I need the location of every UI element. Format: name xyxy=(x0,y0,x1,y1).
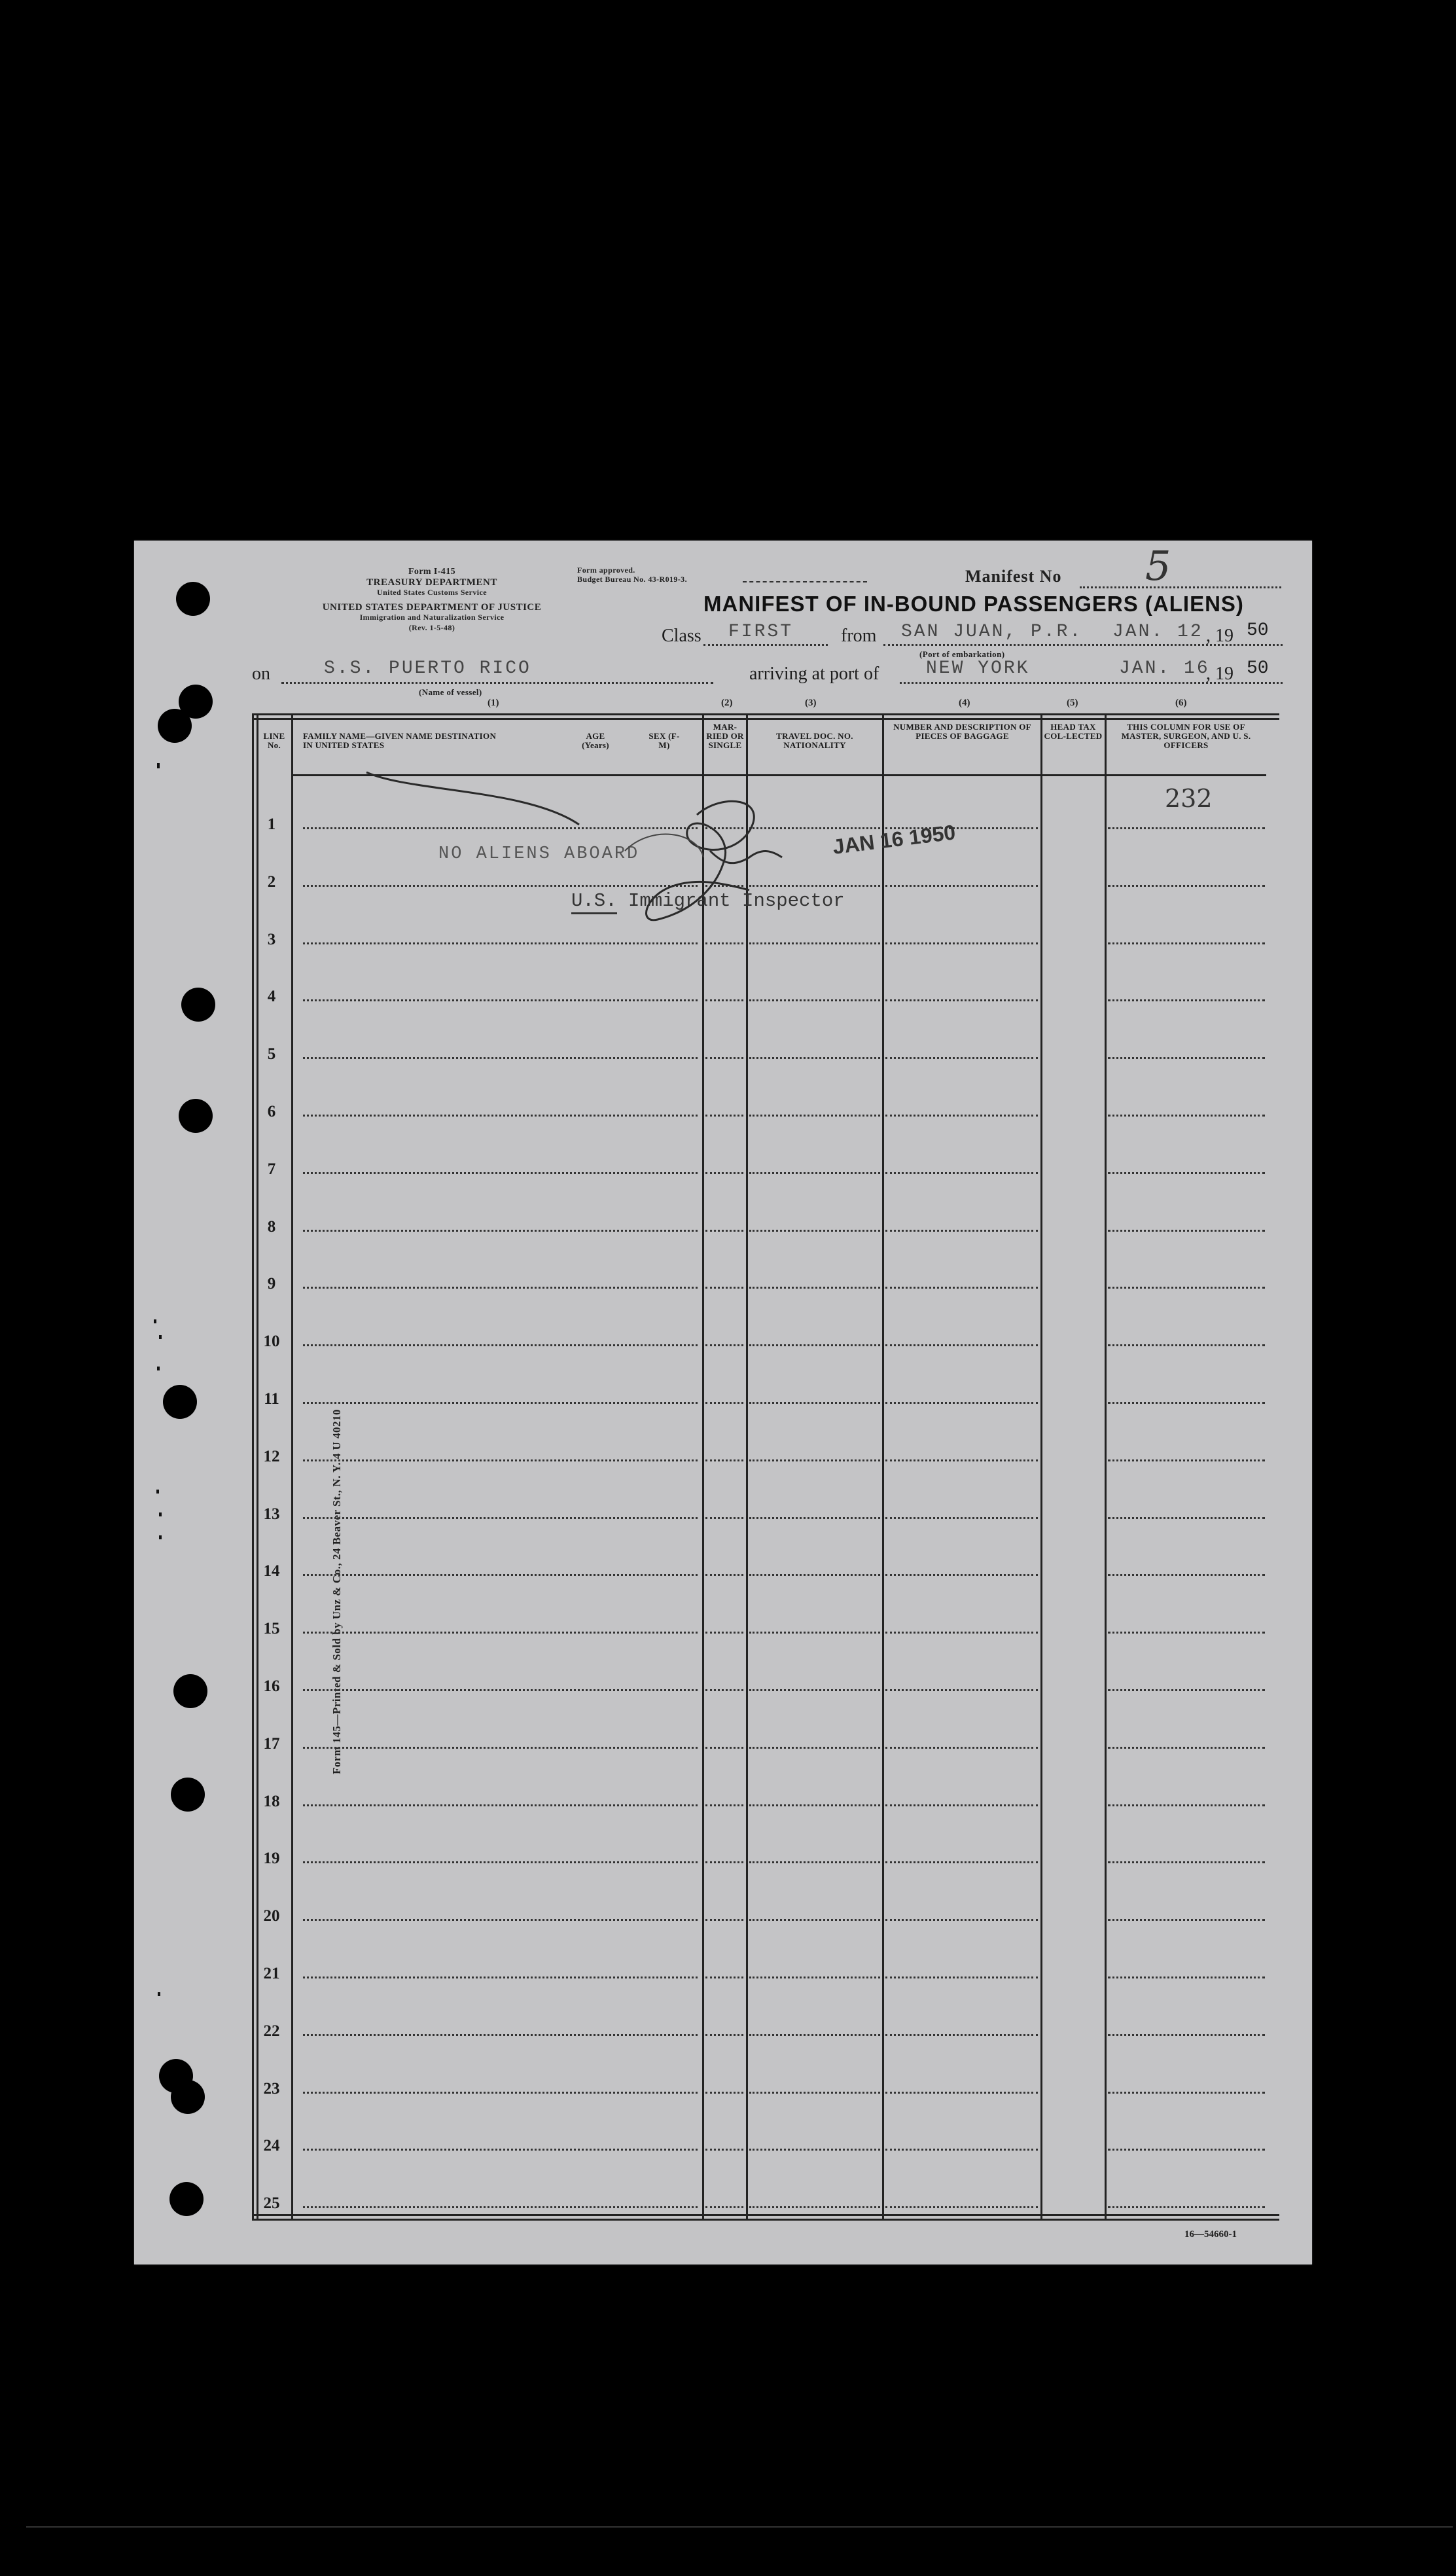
table-row xyxy=(252,1925,1279,1982)
entry-dots xyxy=(1108,1344,1265,1346)
entry-dots xyxy=(705,1517,743,1519)
entry-dots xyxy=(1108,999,1265,1001)
table-row xyxy=(252,2155,1279,2212)
from-label: from xyxy=(841,626,877,646)
entry-dots xyxy=(749,1919,880,1921)
entry-dots xyxy=(705,1689,743,1691)
line-number: 24 xyxy=(263,2137,280,2155)
table-bottom-rule xyxy=(252,2219,1279,2221)
table-row xyxy=(252,1408,1279,1465)
entry-dots xyxy=(749,1517,880,1519)
line-number: 10 xyxy=(263,1333,280,1351)
binder-hole xyxy=(181,988,215,1022)
edge-speck xyxy=(156,1490,159,1494)
table-row xyxy=(252,1351,1279,1408)
edge-speck xyxy=(158,1992,160,1996)
entry-dots xyxy=(749,2206,880,2208)
line-number: 3 xyxy=(267,930,276,948)
entry-dots xyxy=(303,1919,698,1921)
entry-dots xyxy=(1108,885,1265,887)
line-number: 9 xyxy=(267,1275,276,1293)
table-row xyxy=(252,1064,1279,1120)
table-row xyxy=(252,2041,1279,2098)
edge-speck xyxy=(154,1319,156,1323)
vessel-name: S.S. PUERTO RICO xyxy=(324,658,531,679)
table-row xyxy=(252,1006,1279,1063)
entry-dots xyxy=(885,1919,1038,1921)
line-number: 4 xyxy=(267,988,276,1006)
column-number: (4) xyxy=(959,698,970,708)
form-revision: (Rev. 1-5-48) xyxy=(408,623,455,632)
naturalization-service: Immigration and Naturalization Service xyxy=(359,613,505,622)
entry-dots xyxy=(749,1172,880,1174)
table-row xyxy=(252,1466,1279,1523)
entry-dots xyxy=(749,2149,880,2151)
entry-dots xyxy=(705,1402,743,1404)
entry-dots xyxy=(303,1287,698,1289)
binder-hole xyxy=(171,1778,205,1812)
line-number: 1 xyxy=(267,815,276,833)
entry-dots xyxy=(1108,1230,1265,1232)
entry-dots xyxy=(303,1172,698,1174)
class-label: Class xyxy=(662,626,701,646)
header-line-no: LINE No. xyxy=(263,731,285,750)
class-dots xyxy=(703,644,828,646)
binder-hole xyxy=(173,1674,207,1708)
line-number: 23 xyxy=(263,2079,280,2098)
table-row xyxy=(252,1293,1279,1350)
entry-dots xyxy=(303,1344,698,1346)
entry-dots xyxy=(1108,2092,1265,2094)
table-row xyxy=(252,1179,1279,1236)
edge-speck xyxy=(157,1367,160,1370)
entry-dots xyxy=(303,999,698,1001)
entry-dots xyxy=(705,2206,743,2208)
entry-dots xyxy=(303,1517,698,1519)
entry-dots xyxy=(885,1517,1038,1519)
depart-date: JAN. 12 xyxy=(1112,622,1203,642)
entry-dots xyxy=(705,1344,743,1346)
approval-dots xyxy=(743,581,867,582)
line-number: 17 xyxy=(263,1734,280,1753)
on-label: on xyxy=(252,664,270,684)
entry-dots xyxy=(705,2092,743,2094)
entry-dots xyxy=(749,1344,880,1346)
binder-hole xyxy=(171,2080,205,2114)
entry-dots xyxy=(705,1057,743,1059)
line-number: 16 xyxy=(263,1677,280,1695)
entry-dots xyxy=(705,1919,743,1921)
entry-dots xyxy=(885,2149,1038,2151)
arriving-label: arriving at port of xyxy=(749,664,879,684)
entry-dots xyxy=(885,1057,1038,1059)
entry-dots xyxy=(749,999,880,1001)
header-travel-doc: TRAVEL DOC. NO. NATIONALITY xyxy=(776,731,853,750)
vessel-dots xyxy=(281,682,713,684)
manifest-number: 5 xyxy=(1145,542,1171,590)
printer-imprint: Form 145—Printed & Sold by Unz & Co., 24 Beaver St., N. Y. 4 U 40210 xyxy=(330,1409,343,1774)
entry-dots xyxy=(885,942,1038,944)
edge-speck xyxy=(159,1535,162,1539)
line-number: 18 xyxy=(263,1792,280,1810)
treasury-department: TREASURY DEPARTMENT xyxy=(366,577,497,588)
column-number: (6) xyxy=(1175,698,1187,708)
entry-dots xyxy=(705,1172,743,1174)
column-number: (3) xyxy=(805,698,817,708)
header-head-tax: HEAD TAX COL-LECTED xyxy=(1044,722,1103,741)
line-number: 6 xyxy=(267,1103,276,1120)
entry-dots xyxy=(1108,1402,1265,1404)
entry-dots xyxy=(303,1574,698,1576)
table-row xyxy=(252,1121,1279,1178)
entry-dots xyxy=(885,2206,1038,2208)
entry-dots xyxy=(885,1632,1038,1634)
justice-department: UNITED STATES DEPARTMENT OF JUSTICE xyxy=(322,602,542,613)
entry-dots xyxy=(1108,1574,1265,1576)
arrival-port: NEW YORK xyxy=(926,658,1030,679)
line-number: 7 xyxy=(267,1160,276,1178)
table-row xyxy=(252,1696,1279,1753)
entry-dots xyxy=(1108,1115,1265,1117)
header-baggage: NUMBER AND DESCRIPTION OF PIECES OF BAGGAGE xyxy=(893,722,1031,741)
entry-dots xyxy=(1108,827,1265,829)
entry-dots xyxy=(885,1804,1038,1806)
line-number: 19 xyxy=(263,1850,280,1868)
entry-dots xyxy=(1108,1977,1265,1978)
entry-dots xyxy=(303,1747,698,1749)
table-row xyxy=(252,1868,1279,1925)
depart-year: 50 xyxy=(1247,620,1269,641)
entry-dots xyxy=(705,1287,743,1289)
entry-dots xyxy=(705,1459,743,1461)
entry-dots xyxy=(1108,1517,1265,1519)
entry-dots xyxy=(885,1172,1038,1174)
line-number: 5 xyxy=(267,1045,276,1064)
manifest-no-dots xyxy=(1080,586,1281,588)
entry-dots xyxy=(885,1574,1038,1576)
entry-dots xyxy=(1108,1459,1265,1461)
entry-dots xyxy=(749,1747,880,1749)
entry-dots xyxy=(885,885,1038,887)
binder-hole xyxy=(163,1385,197,1419)
line-number: 20 xyxy=(263,1907,280,1925)
entry-dots xyxy=(885,1115,1038,1117)
table-top-rule xyxy=(252,713,1279,715)
table-row xyxy=(252,1581,1279,1637)
entry-dots xyxy=(1108,1057,1265,1059)
entry-dots xyxy=(1108,942,1265,944)
line-number: 14 xyxy=(263,1562,280,1581)
entry-dots xyxy=(749,1632,880,1634)
edge-speck xyxy=(157,763,160,768)
entry-dots xyxy=(303,2206,698,2208)
entry-dots xyxy=(705,2034,743,2036)
class-value: FIRST xyxy=(728,622,794,642)
entry-dots xyxy=(303,1977,698,1978)
arrival-year-prefix: , 19 xyxy=(1206,664,1234,684)
entry-dots xyxy=(749,1287,880,1289)
depart-year-prefix: , 19 xyxy=(1206,626,1234,646)
entry-dots xyxy=(1108,1632,1265,1634)
entry-dots xyxy=(749,2092,880,2094)
entry-dots xyxy=(705,1977,743,1978)
entry-dots xyxy=(885,1459,1038,1461)
entry-dots xyxy=(885,1747,1038,1749)
entry-dots xyxy=(1108,1287,1265,1289)
arrival-year: 50 xyxy=(1247,658,1269,679)
entry-dots xyxy=(885,999,1038,1001)
entry-dots xyxy=(1108,1804,1265,1806)
entry-dots xyxy=(749,2034,880,2036)
edge-speck xyxy=(159,1512,162,1516)
entry-dots xyxy=(749,1689,880,1691)
line-number: 25 xyxy=(263,2194,280,2213)
column-number: (5) xyxy=(1067,698,1078,708)
column-number: (2) xyxy=(721,698,733,708)
entry-dots xyxy=(303,1057,698,1059)
entry-dots xyxy=(749,1057,880,1059)
binder-hole xyxy=(176,582,210,616)
entry-dots xyxy=(885,1402,1038,1404)
line-number: 13 xyxy=(263,1505,280,1523)
line-number: 2 xyxy=(267,872,276,891)
passenger-table xyxy=(252,713,1279,2219)
manifest-sheet xyxy=(134,541,1312,2264)
from-value: SAN JUAN, P.R. xyxy=(901,622,1083,642)
entry-dots xyxy=(303,2092,698,2094)
entry-dots xyxy=(303,1689,698,1691)
entry-dots xyxy=(303,2034,698,2036)
line-number: 8 xyxy=(267,1217,276,1236)
entry-dots xyxy=(705,2149,743,2151)
binder-hole xyxy=(179,1099,213,1133)
entry-dots xyxy=(1108,1747,1265,1749)
entry-dots xyxy=(303,1632,698,1634)
entry-dots xyxy=(303,1804,698,1806)
line-number: 11 xyxy=(264,1390,279,1408)
entry-dots xyxy=(705,1115,743,1117)
no-aliens-note: NO ALIENS ABOARD xyxy=(438,844,640,864)
scan-edge-line xyxy=(26,2526,1453,2528)
form-approved: Form approved. xyxy=(577,565,635,575)
line-number: 12 xyxy=(263,1447,280,1465)
signature-scribble xyxy=(330,753,828,962)
header-name: FAMILY NAME—GIVEN NAME DESTINATION IN UNITED STATES xyxy=(303,731,497,750)
entry-dots xyxy=(705,1632,743,1634)
entry-dots xyxy=(885,1977,1038,1978)
entry-dots xyxy=(1108,2206,1265,2208)
line-number: 15 xyxy=(263,1620,280,1638)
header-age: AGE (Years) xyxy=(582,731,609,750)
entry-dots xyxy=(1108,1919,1265,1921)
arrival-date: JAN. 16 xyxy=(1119,658,1210,679)
line-number: 22 xyxy=(263,2022,280,2040)
entry-dots xyxy=(885,1861,1038,1863)
entry-dots xyxy=(1108,1861,1265,1863)
entry-dots xyxy=(885,2034,1038,2036)
entry-dots xyxy=(749,1804,880,1806)
entry-dots xyxy=(749,1459,880,1461)
entry-dots xyxy=(1108,2034,1265,2036)
entry-dots xyxy=(303,1115,698,1117)
edge-speck xyxy=(159,1335,162,1339)
entry-dots xyxy=(705,1574,743,1576)
header-officers: THIS COLUMN FOR USE OF MASTER, SURGEON, AND U. S. OFFICERS xyxy=(1121,722,1251,750)
inspector-title: U.S. Immigrant Inspector xyxy=(571,890,845,912)
entry-dots xyxy=(303,1861,698,1863)
header-married: MAR-RIED OR SINGLE xyxy=(706,722,744,750)
entry-dots xyxy=(303,1230,698,1232)
entry-dots xyxy=(705,1804,743,1806)
entry-dots xyxy=(1108,1172,1265,1174)
binder-hole xyxy=(169,2182,204,2216)
entry-dots xyxy=(749,1230,880,1232)
entry-dots xyxy=(705,1747,743,1749)
vessel-note: (Name of vessel) xyxy=(419,687,482,697)
table-top-rule xyxy=(252,718,1279,720)
entry-dots xyxy=(303,2149,698,2151)
page-title: MANIFEST OF IN-BOUND PASSENGERS (ALIENS) xyxy=(703,592,1244,616)
budget-bureau: Budget Bureau No. 43-R019-3. xyxy=(577,575,687,584)
entry-dots xyxy=(749,1977,880,1978)
officer-number: 232 xyxy=(1165,784,1213,813)
table-row xyxy=(252,1810,1279,1867)
footer-code: 16—54660-1 xyxy=(1184,2229,1237,2240)
entry-dots xyxy=(1108,2149,1265,2151)
entry-dots xyxy=(749,1574,880,1576)
entry-dots xyxy=(303,1459,698,1461)
entry-dots xyxy=(749,1861,880,1863)
header-sex: SEX (F-M) xyxy=(648,731,680,750)
entry-dots xyxy=(749,1402,880,1404)
table-row xyxy=(252,1753,1279,1810)
table-bottom-rule xyxy=(252,2214,1279,2216)
entry-dots xyxy=(1108,1689,1265,1691)
binder-hole xyxy=(158,709,192,743)
entry-dots xyxy=(885,1689,1038,1691)
form-number: Form I-415 xyxy=(408,567,456,577)
customs-service: United States Customs Service xyxy=(377,588,487,597)
entry-dots xyxy=(303,1402,698,1404)
table-row xyxy=(252,2098,1279,2155)
embarkation-note: (Port of embarkation) xyxy=(919,649,1005,659)
table-row xyxy=(252,1638,1279,1695)
entry-dots xyxy=(885,1287,1038,1289)
table-row xyxy=(252,1983,1279,2040)
date-stamp: JAN 16 1950 xyxy=(831,820,957,859)
entry-dots xyxy=(705,1861,743,1863)
entry-dots xyxy=(705,1230,743,1232)
table-row xyxy=(252,1523,1279,1580)
column-number: (1) xyxy=(488,698,499,708)
table-row xyxy=(252,1236,1279,1293)
manifest-no-label: Manifest No xyxy=(965,567,1062,586)
entry-dots xyxy=(885,1344,1038,1346)
entry-dots xyxy=(749,1115,880,1117)
line-number: 21 xyxy=(263,1965,280,1982)
entry-dots xyxy=(705,999,743,1001)
entry-dots xyxy=(885,1230,1038,1232)
entry-dots xyxy=(885,2092,1038,2094)
